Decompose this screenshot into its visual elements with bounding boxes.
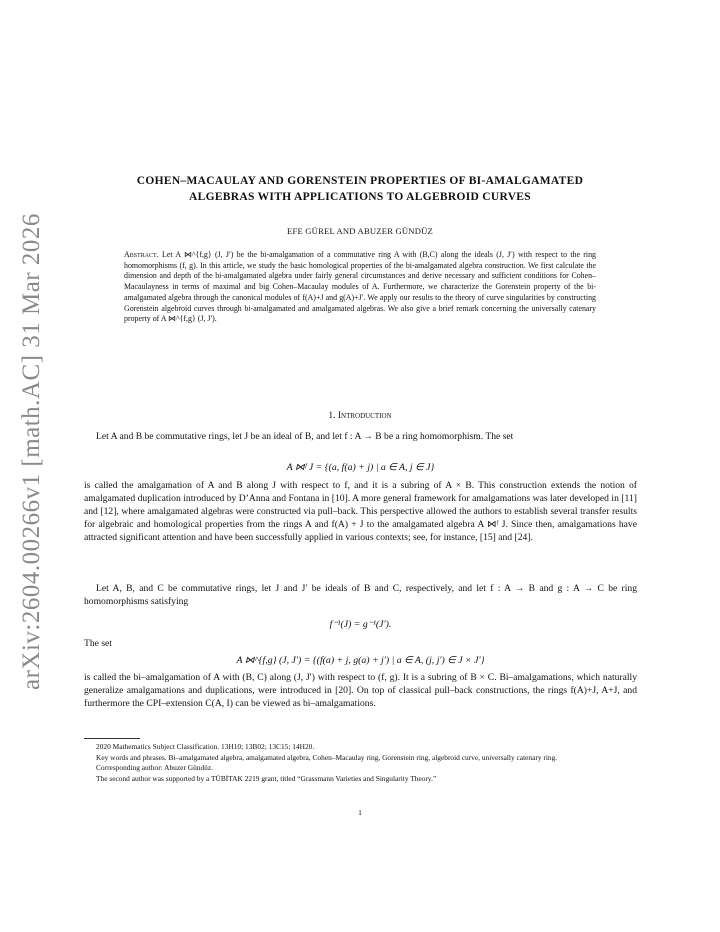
- footnote-corresponding: Corresponding author: Abuzer Gündüz.: [96, 763, 213, 773]
- footnote-divider: [84, 738, 140, 739]
- title-line-2: ALGEBRAS WITH APPLICATIONS TO ALGEBROID CURVES: [189, 191, 531, 203]
- intro-paragraph-3: Let A, B, and C be commutative rings, let J and J′ be ideals of B and C, respectively, and let f : A → B and g : A → C be ring homomorphisms satisfying: [84, 583, 637, 607]
- intro-paragraph-1: Let A and B be commutative rings, let J be an ideal of B, and let f : A → B be a ring homomorphism. The set: [96, 431, 514, 442]
- section-title: Introduction: [337, 411, 392, 421]
- intro-paragraph-2: is called the amalgamation of A and B along J with respect to f, and it is a subring of A × B. This construction extends the notion of amalgamated duplication introduced by D’Anna and Fontana in [10]. A more general framework for amalgamations was later developed in [11] and [12], where amalgamated algebras were constructed via pull–back. This perspective allowed the authors to establish several transfer results for algebraic and homological properties from the rings A and f(A) + J to the amalgamated algebra A ⋈ᶠ J. Since then, amalgamations have attracted significant attention and have been successfully applied in various contexts; see, for instance, [15] and [24].: [84, 480, 637, 543]
- footnotes: [84, 742, 637, 784]
- section-heading: [90, 411, 630, 421]
- intro-paragraph-4: The set: [84, 638, 112, 649]
- abstract: [124, 250, 596, 325]
- abstract-label: Abstract.: [124, 250, 159, 259]
- intro-paragraph-5: is called the bi–amalgamation of A with (B, C) along (J, J′) with respect to (f, g). It is a subring of B × C. Bi–amalgamations, which naturally generalize amalgamations and duplications, were introduced in [20]. On top of classical pull–back constructions, the rings f(A)+J, A+J, and furthermore the CPI–extension C(A, I) can be viewed as bi–amalgamations.: [84, 672, 637, 709]
- footnote-msc: 2020 Mathematics Subject Classification. 13H10; 13B02; 13C15; 14H20.: [96, 742, 315, 751]
- page-number: 1: [358, 808, 362, 817]
- arxiv-identifier[interactable]: arXiv:2604.00266v1 [math.AC] 31 Mar 2026: [18, 213, 45, 690]
- equation-bi-amalgamation: A ⋈^{f,g} (J, J′) = {(f(a) + j, g(a) + j′) | a ∈ A, (j, j′) ∈ J × J′}: [236, 655, 485, 666]
- equation-preimage: f⁻¹(J) = g⁻¹(J′).: [329, 619, 392, 630]
- paper-title: [90, 173, 630, 205]
- section-number: 1.: [328, 411, 336, 421]
- footnote-keywords: Key words and phrases. Bi–amalgamated algebra, amalgamated algebra, Cohen–Macaulay ring, Gorenstein ring, algebroid curve, universally catenary ring.: [96, 752, 558, 762]
- author-list: EFE GÜREL AND ABUZER GÜNDÜZ: [287, 226, 433, 236]
- footnote-funding: The second author was supported by a TÜBİTAK 2219 grant, titled “Grassmann Varieties and Singularity Theory.”: [96, 773, 437, 783]
- equation-amalgamation: A ⋈ᶠ J = {(a, f(a) + j) | a ∈ A, j ∈ J}: [286, 462, 435, 473]
- title-line-1: COHEN–MACAULAY AND GORENSTEIN PROPERTIES OF BI-AMALGAMATED: [136, 175, 584, 187]
- abstract-text: Let A ⋈^{f,g} (J, J′) be the bi-amalgamation of a commutative ring A with (B,C) along the ideals (J, J′) with respect to the ring homomorphisms (f, g). In this article, we study the basic homological properties of the bi-amalgamated algebra construction. We first calculate the dimension and depth of the bi-amalgamated algebra under fairly general circumstances and derive necessary and sufficient conditions for Cohen–Macaulayness in terms of maximal and big Cohen–Macaulay modules of A. Furthermore, we characterize the Gorenstein property of the bi-amalgamated algebra through the canonical modules of f(A)+J and g(A)+J′. We apply our results to the theory of curve singularities by constructing Gorenstein algebroid curves through bi-amalgamated and amalgamated algebras. We also give a brief remark concerning the universally catenary property of A ⋈^{f,g} (J, J′).: [124, 250, 596, 324]
